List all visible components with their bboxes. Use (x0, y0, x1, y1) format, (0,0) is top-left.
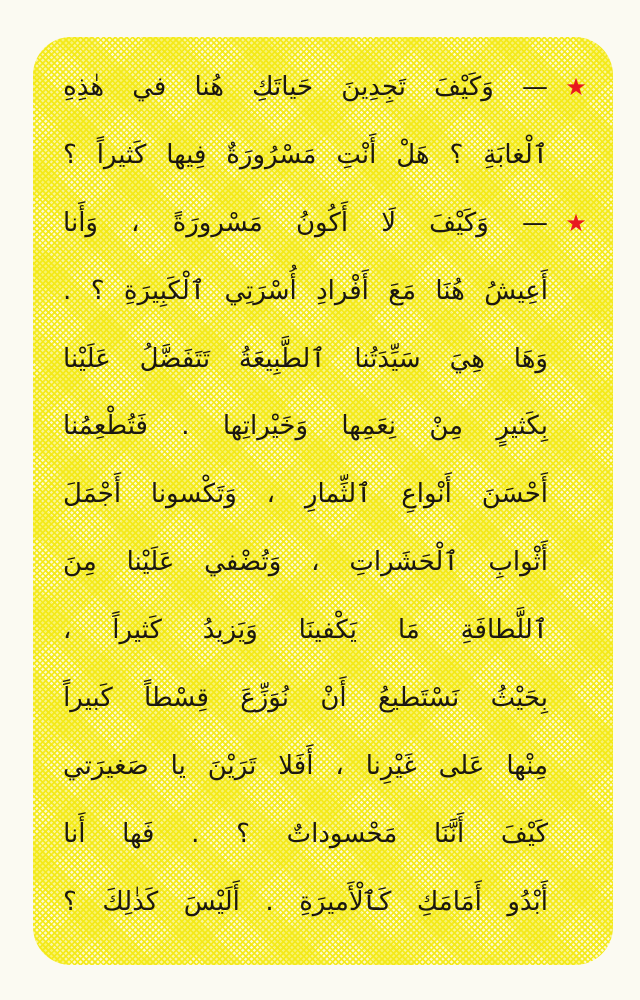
story-word: وَخَيْراتِها (222, 411, 309, 442)
story-word: وَتَكْسونا (150, 479, 237, 510)
story-word: وَيَزيدُ (202, 615, 258, 646)
story-line (63, 528, 548, 596)
story-word: مَحْسوداتٌ (286, 818, 398, 849)
story-word: تَتَفَضَّلُ (139, 343, 211, 374)
story-word: وَكَيْفَ (429, 207, 489, 238)
story-word: ، (63, 615, 72, 646)
story-word: ؟ (63, 886, 77, 917)
story-line (63, 392, 548, 460)
story-word: أُسْرَتِي (224, 275, 297, 306)
story-word: وَهَا (513, 343, 548, 374)
story-word: عَلَيْنا (126, 547, 175, 578)
story-word: أَنْ (320, 682, 347, 713)
story-line-text (63, 257, 548, 325)
story-word: غَيْرِنا (365, 750, 417, 781)
story-word: ؟ (236, 818, 250, 849)
story-word: ، (131, 207, 140, 238)
story-word: هُنا (194, 71, 224, 102)
story-word: أَمَامَكِ (416, 886, 482, 917)
story-word: مَسْرُورَةٌ (226, 139, 317, 170)
story-word: مَسْرورَةً (172, 207, 263, 238)
story-word: أَكُونُ (295, 207, 349, 238)
story-word: سَيِّدَتُنا (354, 343, 421, 374)
story-word: أَحْسَنَ (481, 479, 548, 510)
story-word: كَبيراً (63, 682, 113, 713)
story-word: نَسْتَطيعُ (377, 682, 460, 713)
story-word: . (181, 411, 190, 442)
story-word: كَٱلْأَميرَةِ (299, 886, 392, 917)
story-word: كَثيراً (112, 615, 162, 646)
story-line (63, 664, 548, 732)
story-word: فَها (122, 818, 155, 849)
story-line (63, 53, 587, 121)
story-line (63, 460, 548, 528)
story-word: يَكْفينَا (298, 615, 358, 646)
story-word: يا (170, 750, 186, 781)
story-word: كَذٰلِكَ (102, 886, 159, 917)
story-word: نُوَزِّعَ (240, 682, 289, 713)
story-line (63, 189, 587, 257)
story-word: أَثْوابِ (488, 547, 548, 578)
story-line-text (63, 121, 548, 189)
story-word: — (522, 71, 548, 102)
story-word: قِسْطاً (144, 682, 209, 713)
story-word: مِنَ (63, 547, 97, 578)
story-line-text (63, 53, 548, 121)
story-word: كَيْفَ (500, 818, 548, 849)
story-line-text (63, 189, 548, 257)
story-line-text (63, 325, 548, 393)
story-line (63, 596, 548, 664)
story-line-text (63, 800, 548, 868)
story-word: ؟ (90, 275, 105, 306)
story-word: هٰذِهِ (63, 71, 105, 102)
story-line-text (63, 596, 548, 664)
story-line-text (63, 392, 548, 460)
story-line (63, 325, 548, 393)
story-word: صَغيرَتي (63, 750, 149, 781)
story-word: فَتُطْعِمُنا (63, 411, 148, 442)
star-bullet-icon: ★ (565, 72, 587, 101)
story-word: ٱلطَّبِيعَةُ (238, 343, 326, 374)
story-word: حَياتَكِ (252, 71, 314, 102)
story-word: مِنْها (506, 750, 548, 781)
story-line-text (63, 460, 548, 528)
story-word: ٱلْكَبِيرَةِ (123, 275, 206, 306)
story-word: كَثيراً (96, 139, 147, 170)
story-word: ٱلْحَشَراتِ (349, 547, 459, 578)
story-word: نِعَمِها (341, 411, 397, 442)
story-word: أَفَلا (278, 750, 314, 781)
story-word: ، (335, 750, 344, 781)
story-word: عَلى (438, 750, 485, 781)
story-word: ، (266, 479, 276, 510)
story-lines (63, 53, 587, 936)
story-word: أَلَيْسَ (183, 886, 240, 917)
story-word: أَعِيشُ (484, 275, 548, 306)
story-card (33, 37, 613, 965)
story-line (63, 800, 548, 868)
story-word: أَفْرادِ (316, 275, 369, 306)
story-word: ٱلثِّمارِ (304, 479, 372, 510)
story-word: في (132, 71, 167, 102)
story-word: بِحَيْثُ (490, 682, 548, 713)
story-word: أَبْدُو (507, 886, 548, 917)
story-line (63, 121, 548, 189)
story-line-text (63, 732, 548, 800)
story-word: ٱللَّطافَةِ (460, 615, 548, 646)
story-word: أَجْمَلَ (63, 479, 122, 510)
story-word: هَلْ (396, 139, 430, 170)
story-word: أَنا (63, 818, 86, 849)
story-word: مَا (397, 615, 420, 646)
story-line (63, 257, 548, 325)
story-word: ، (311, 547, 320, 578)
story-word: ٱلْغابَةِ (483, 139, 548, 170)
story-line-text (63, 528, 548, 596)
story-word: وَأَنا (63, 207, 98, 238)
story-word: هُنَا (435, 275, 465, 306)
story-word: أَنْواعِ (401, 479, 452, 510)
story-word: بِكَثيرٍ (496, 411, 548, 442)
story-word: أَنْتِ (336, 139, 377, 170)
story-word: وَكَيْفَ (434, 71, 494, 102)
story-line-text (63, 868, 548, 936)
story-word: ؟ (449, 139, 464, 170)
star-bullet-icon: ★ (565, 208, 587, 237)
story-word: مَعَ (388, 275, 417, 306)
story-word: . (63, 275, 72, 306)
story-word: وَتُضْفي (204, 547, 282, 578)
story-word: — (522, 207, 548, 238)
story-line-text (63, 664, 548, 732)
story-word: تَرَيْنَ (207, 750, 257, 781)
story-line (63, 868, 548, 936)
story-word: مِنْ (429, 411, 464, 442)
story-word: فِيها (166, 139, 207, 170)
story-word: . (265, 886, 274, 917)
story-word: تَجِدِينَ (341, 71, 406, 102)
story-word: . (191, 818, 200, 849)
story-word: لَا (381, 207, 397, 238)
story-word: ؟ (63, 139, 77, 170)
story-word: أَنَّنَا (433, 818, 465, 849)
story-word: عَلَيْنا (63, 343, 111, 374)
story-line (63, 732, 548, 800)
story-word: هِيَ (449, 343, 485, 374)
